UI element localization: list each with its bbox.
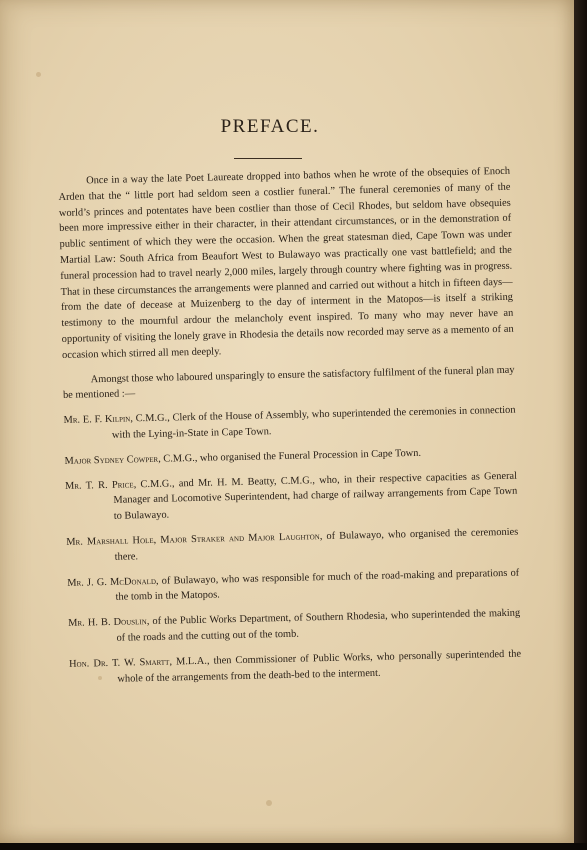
list-item: [65, 468, 518, 526]
acknowledgement-list: [63, 403, 521, 688]
acknowledgement-paragraph: Amongst those who laboured unsparingly to ensure the satisfactory fulfilment of the funeral plan may be mentioned :—: [62, 364, 515, 402]
foxing-spot: [36, 72, 41, 77]
preface-body: [58, 164, 522, 697]
entry-text: , C.M.G., Clerk of the House of Assembly, who superintended the ceremonies in connection with the Lying-in-State in Cape Town.: [111, 404, 516, 441]
list-item: [68, 606, 521, 648]
entry-name: Mr. Marshall Hole, Major Straker and Major Laughton: [66, 531, 320, 548]
title-rule: [234, 158, 302, 159]
entry-text: , of the Public Works Department, of Southern Rhodesia, who superintended the making of the roads and the cutting out of the tomb.: [116, 607, 521, 644]
list-item: [67, 565, 520, 607]
intro-paragraph: Once in a way the late Poet Laureate dropped into bathos when he wrote of the obsequies of Enoch Arden that the “ little port had seldom seen a costlier funeral.” The funeral ceremonies of many of the world’s princes and potentates have been costlier than those of Cecil Rhodes, but seldom have obsequies been more impressive either in their character, in their attendant circumstances, or in the demonstration of public sentiment of which they were the occasion. When the great statesman died, Cape Town was under Martial Law: South Africa from Beaufort West to Bulawayo was practically one vast battlefield; and the funeral procession had to travel nearly 2,000 miles, largely through country where fighting was in progress. That in these circumstances the arrangements were planned and carried out without a hitch in fifteen days—from the date of decease at Muizenberg to the day of interment in the Matopos—is itself a striking testimony to the mournful ardour the melancholy event inspired. To many who may never have an opportunity of visiting the lonely grave in Rhodesia the details now recorded may serve as a memento of an occasion which stirred all men deeply.: [58, 165, 514, 361]
entry-name: Mr. E. F. Kilpin: [63, 413, 131, 427]
entry-name: Mr. H. B. Douslin: [68, 616, 147, 630]
foxing-spot: [98, 676, 102, 680]
entry-name: Mr. T. R. Price: [64, 478, 134, 492]
list-item: [63, 403, 516, 445]
foxing-spot: [266, 800, 272, 806]
entry-name: Major Sydney Cowper: [64, 453, 159, 467]
entry-name: Mr. J. G. McDonald: [67, 575, 157, 589]
entry-text: , of Bulawayo, who organised the ceremonies there.: [114, 526, 519, 563]
list-item: [66, 525, 519, 567]
entry-text: , M.L.A., then Commissioner of Public Works, who personally superintended the whole of the arrangements from the death-bed to the interment.: [117, 648, 522, 685]
list-item: [69, 646, 522, 688]
entry-text: , C.M.G., and Mr. H. M. Beatty, C.M.G., who, in their respective capacities as General Manager and Locomotive Superintendent, had charge of railway arrangements from Cape Town to Bulawayo.: [113, 470, 518, 522]
list-item: [64, 443, 516, 469]
entry-name: Hon. Dr. T. W. Smartt: [68, 656, 170, 670]
page-title: PREFACE.: [220, 116, 320, 137]
page-bottom-edge: [0, 843, 587, 850]
entry-text: , C.M.G., who organised the Funeral Procession in Cape Town.: [158, 447, 422, 465]
page-edge-shadow: [574, 0, 587, 850]
entry-text: , of Bulawayo, who was responsible for much of the road-making and preparations of the tomb in the Matopos.: [115, 567, 520, 604]
